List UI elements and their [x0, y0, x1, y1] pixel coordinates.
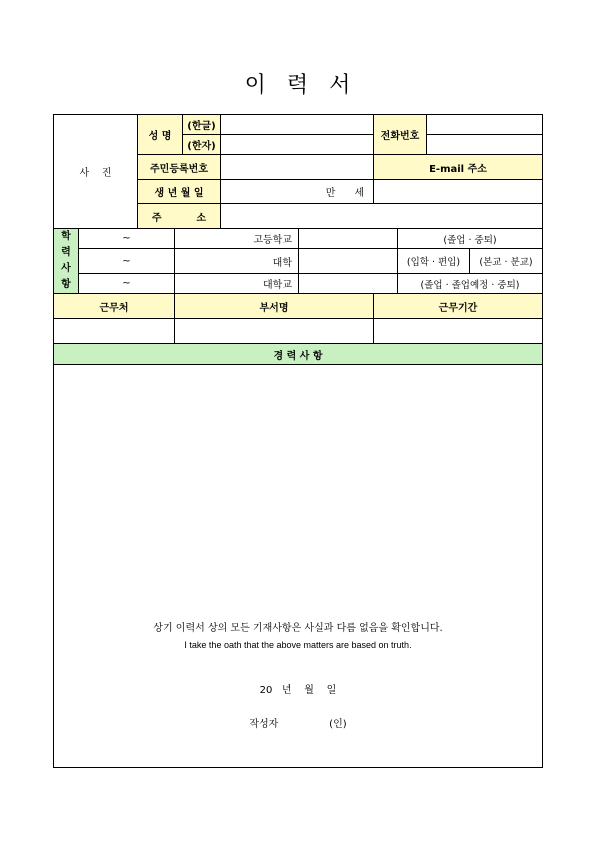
education-section-label: [54, 229, 79, 294]
education-school-field[interactable]: 대학교: [175, 274, 299, 294]
workplace-label: 근무처: [54, 294, 175, 319]
education-period-field[interactable]: ~: [79, 249, 175, 274]
address-label: 주 소: [138, 204, 221, 229]
education-campus-status[interactable]: (본교 · 분교): [470, 249, 542, 274]
age-label: 만 세: [325, 188, 365, 199]
name-hanja-field[interactable]: [221, 135, 374, 155]
oath-english: I take the oath that the above matters are based on truth.: [184, 640, 412, 650]
career-body-area[interactable]: [54, 365, 542, 767]
education-char: 학: [61, 231, 71, 242]
phone-field-2[interactable]: [427, 135, 542, 155]
name-label: 성 명: [138, 115, 183, 155]
resident-number-field[interactable]: [221, 155, 374, 180]
email-label: E-mail 주소: [374, 155, 542, 180]
email-field[interactable]: [374, 180, 542, 204]
education-period-field[interactable]: ~: [79, 274, 175, 294]
hanja-label: (한자): [183, 135, 221, 155]
department-label: 부서명: [175, 294, 374, 319]
career-section-header: 경 력 사 항: [54, 344, 542, 365]
page-title: 이 력 서: [244, 73, 351, 98]
education-status-field[interactable]: (졸업 · 졸업예정 · 중퇴): [398, 274, 542, 294]
birth-date-label: 생 년 월 일: [138, 180, 221, 204]
education-major-field[interactable]: [299, 229, 398, 249]
resident-number-label: 주민등록번호: [138, 155, 221, 180]
education-major-field[interactable]: [299, 274, 398, 294]
phone-label: 전화번호: [374, 115, 427, 155]
education-status-field[interactable]: (졸업 · 중퇴): [398, 229, 542, 249]
name-hangul-field[interactable]: [221, 115, 374, 135]
hangul-label: (한글): [183, 115, 221, 135]
work-period-label: 근무기간: [374, 294, 542, 319]
photo-box[interactable]: [54, 115, 138, 229]
oath-korean: 상기 이력서 상의 모든 기재사항은 사실과 다름 없음을 확인합니다.: [153, 623, 443, 634]
photo-label: 사 진: [79, 168, 112, 179]
signer-line: 작성자 (인): [249, 719, 347, 730]
department-field[interactable]: [175, 319, 374, 344]
work-period-field[interactable]: [374, 319, 542, 344]
education-admission-status[interactable]: (입학 · 편입): [398, 249, 470, 274]
address-field[interactable]: [221, 204, 542, 229]
education-char: 항: [61, 279, 71, 290]
phone-field-1[interactable]: [427, 115, 542, 135]
education-major-field[interactable]: [299, 249, 398, 274]
education-char: 력: [61, 247, 71, 258]
education-period-field[interactable]: ~: [79, 229, 175, 249]
education-char: 사: [61, 263, 71, 274]
education-school-field[interactable]: 고등학교: [175, 229, 299, 249]
date-line: 20 년 월 일: [259, 685, 337, 696]
education-school-field[interactable]: 대학: [175, 249, 299, 274]
birth-date-field[interactable]: [221, 180, 374, 204]
workplace-field[interactable]: [54, 319, 175, 344]
resume-form: [53, 114, 543, 768]
